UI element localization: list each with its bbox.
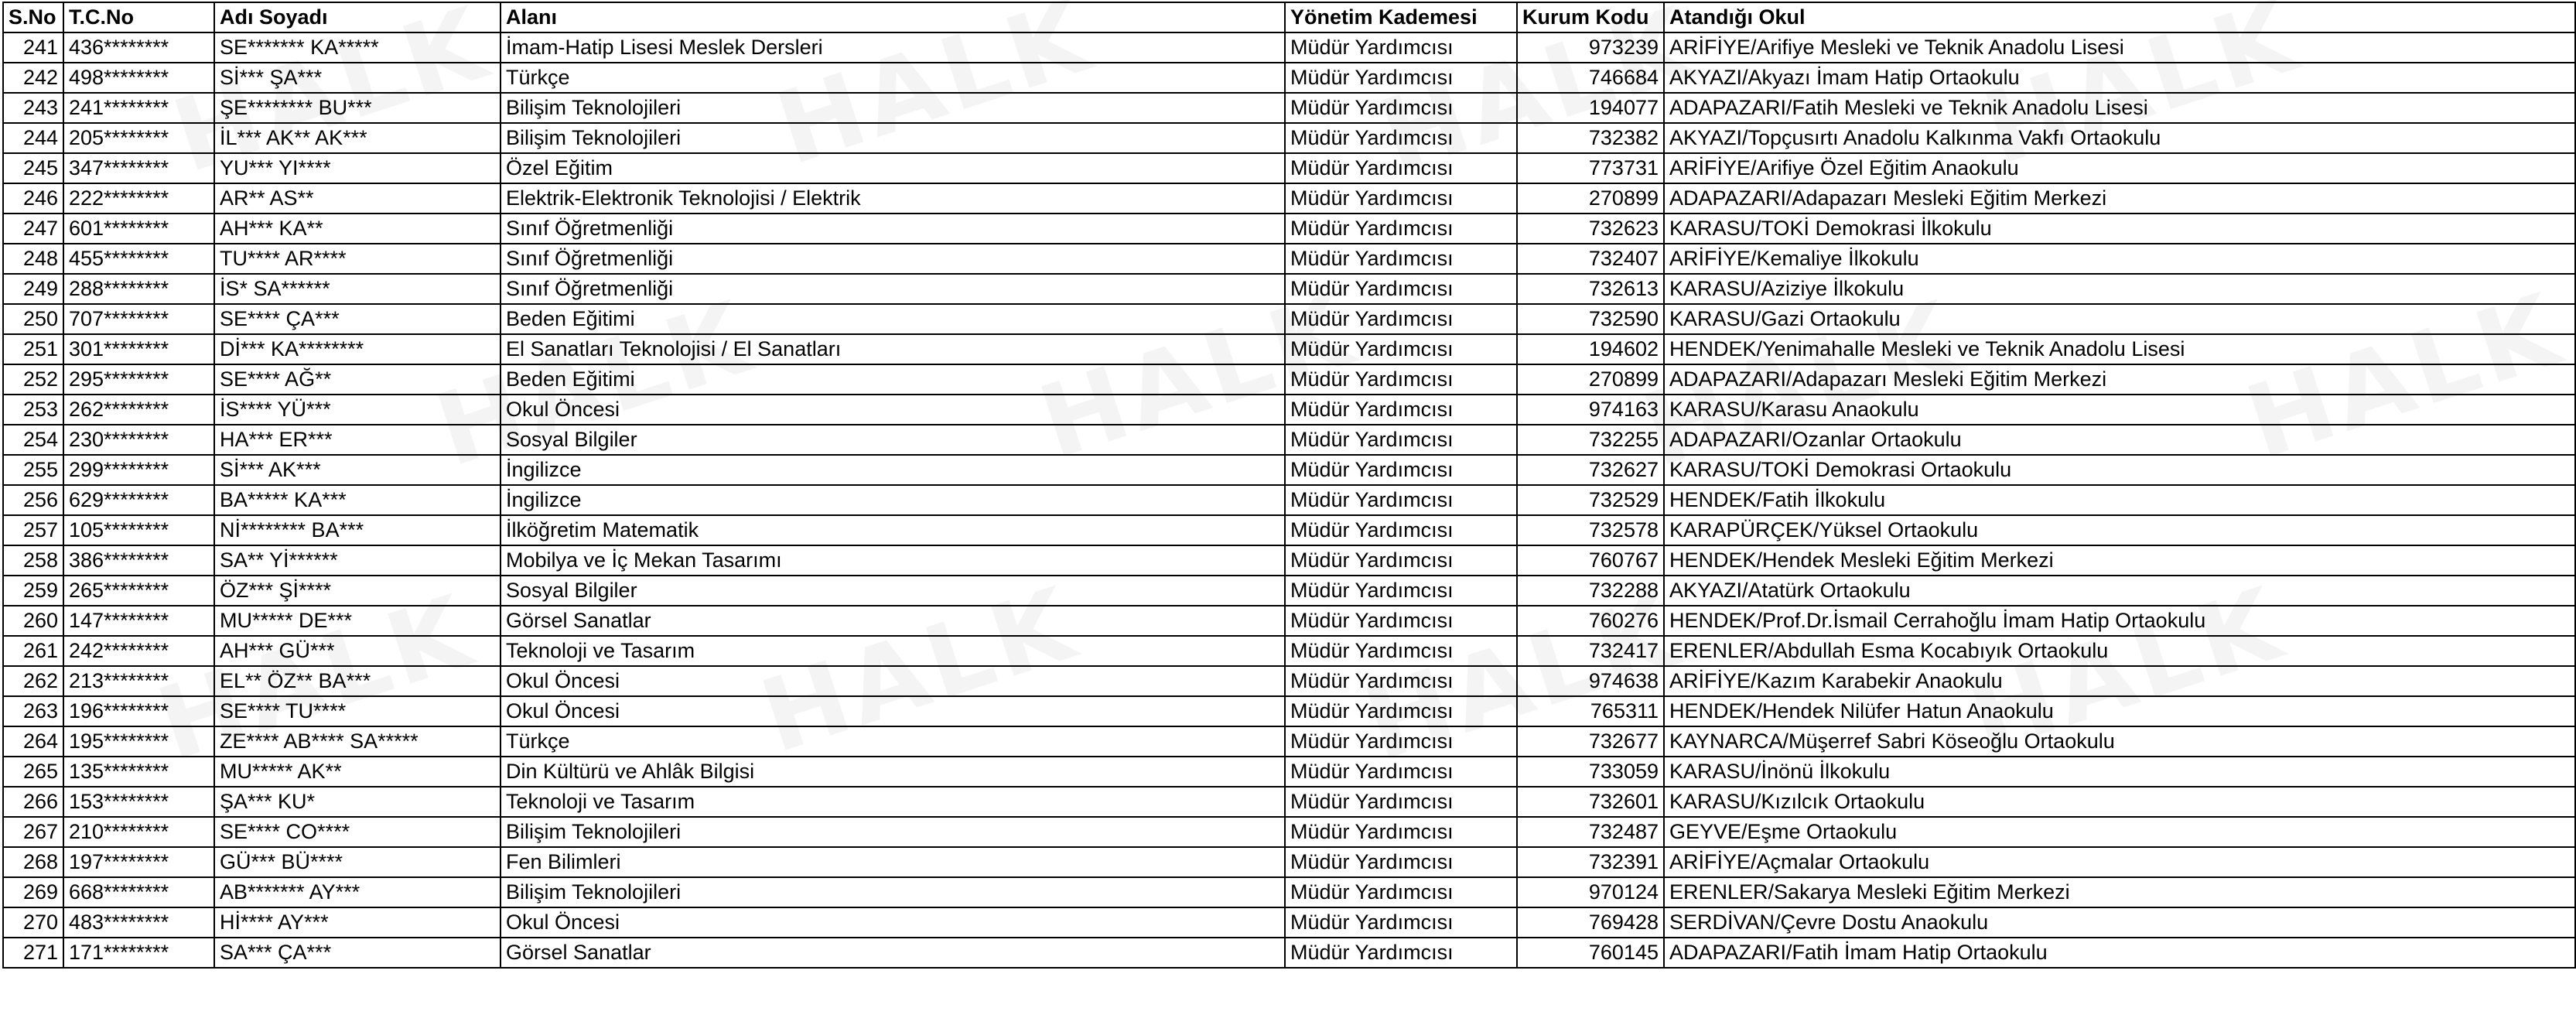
field-cell: Beden Eğitimi [501, 364, 1285, 395]
field-cell: Görsel Sanatlar [501, 938, 1285, 968]
sno-cell: 260 [3, 606, 63, 636]
institution-code-cell: 732601 [1517, 787, 1664, 817]
sno-cell: 245 [3, 153, 63, 183]
tcno-cell: 295******** [63, 364, 214, 395]
name-cell: SA*** ÇA*** [214, 938, 501, 968]
field-cell: Bilişim Teknolojileri [501, 123, 1285, 153]
name-cell: Hİ**** AY*** [214, 907, 501, 938]
field-cell: Mobilya ve İç Mekan Tasarımı [501, 545, 1285, 576]
table-row [3, 938, 2575, 968]
table-row [3, 455, 2575, 485]
tcno-cell: 498******** [63, 63, 214, 93]
col-header-name: Adı Soyadı [214, 2, 501, 32]
assigned-school-cell: HENDEK/Hendek Nilüfer Hatun Anaokulu [1664, 696, 2575, 726]
field-cell: Türkçe [501, 726, 1285, 757]
level-cell: Müdür Yardımcısı [1285, 576, 1517, 606]
institution-code-cell: 973239 [1517, 32, 1664, 63]
tcno-cell: 210******** [63, 817, 214, 847]
institution-code-cell: 732382 [1517, 123, 1664, 153]
assignment-table-container [2, 2, 2576, 969]
sno-cell: 268 [3, 847, 63, 877]
name-cell: SE******* KA***** [214, 32, 501, 63]
tcno-cell: 668******** [63, 877, 214, 907]
level-cell: Müdür Yardımcısı [1285, 395, 1517, 425]
sno-cell: 255 [3, 455, 63, 485]
institution-code-cell: 732407 [1517, 244, 1664, 274]
table-row [3, 274, 2575, 304]
level-cell: Müdür Yardımcısı [1285, 545, 1517, 576]
sno-cell: 253 [3, 395, 63, 425]
field-cell: Okul Öncesi [501, 395, 1285, 425]
field-cell: Beden Eğitimi [501, 304, 1285, 334]
assigned-school-cell: ADAPAZARI/Adapazarı Mesleki Eğitim Merkezi [1664, 183, 2575, 214]
institution-code-cell: 732288 [1517, 576, 1664, 606]
sno-cell: 248 [3, 244, 63, 274]
name-cell: AR** AS** [214, 183, 501, 214]
tcno-cell: 196******** [63, 696, 214, 726]
level-cell: Müdür Yardımcısı [1285, 726, 1517, 757]
table-row [3, 726, 2575, 757]
assigned-school-cell: KARASU/TOKİ Demokrasi İlkokulu [1664, 214, 2575, 244]
name-cell: Sİ*** AK*** [214, 455, 501, 485]
assigned-school-cell: KARASU/İnönü İlkokulu [1664, 757, 2575, 787]
tcno-cell: 299******** [63, 455, 214, 485]
field-cell: Elektrik-Elektronik Teknolojisi / Elektrik [501, 183, 1285, 214]
table-row [3, 425, 2575, 455]
assigned-school-cell: HENDEK/Prof.Dr.İsmail Cerrahoğlu İmam Hatip Ortaokulu [1664, 606, 2575, 636]
col-header-institution-code: Kurum Kodu [1517, 2, 1664, 32]
name-cell: ZE**** AB**** SA***** [214, 726, 501, 757]
tcno-cell: 171******** [63, 938, 214, 968]
institution-code-cell: 974163 [1517, 395, 1664, 425]
assigned-school-cell: ADAPAZARI/Adapazarı Mesleki Eğitim Merkezi [1664, 364, 2575, 395]
table-row [3, 334, 2575, 364]
level-cell: Müdür Yardımcısı [1285, 455, 1517, 485]
sno-cell: 249 [3, 274, 63, 304]
field-cell: Okul Öncesi [501, 696, 1285, 726]
institution-code-cell: 732578 [1517, 515, 1664, 545]
tcno-cell: 205******** [63, 123, 214, 153]
institution-code-cell: 765311 [1517, 696, 1664, 726]
sno-cell: 242 [3, 63, 63, 93]
field-cell: İngilizce [501, 485, 1285, 515]
tcno-cell: 288******** [63, 274, 214, 304]
name-cell: Nİ******** BA*** [214, 515, 501, 545]
field-cell: Sınıf Öğretmenliği [501, 274, 1285, 304]
assigned-school-cell: KARASU/Gazi Ortaokulu [1664, 304, 2575, 334]
table-row [3, 666, 2575, 696]
level-cell: Müdür Yardımcısı [1285, 938, 1517, 968]
level-cell: Müdür Yardımcısı [1285, 485, 1517, 515]
institution-code-cell: 732391 [1517, 847, 1664, 877]
tcno-cell: 455******** [63, 244, 214, 274]
table-row [3, 93, 2575, 123]
table-body [3, 32, 2575, 968]
name-cell: MU***** AK** [214, 757, 501, 787]
tcno-cell: 195******** [63, 726, 214, 757]
assigned-school-cell: ARİFİYE/Arifiye Mesleki ve Teknik Anadolu Lisesi [1664, 32, 2575, 63]
field-cell: Sınıf Öğretmenliği [501, 244, 1285, 274]
tcno-cell: 483******** [63, 907, 214, 938]
table-row [3, 32, 2575, 63]
name-cell: İL*** AK** AK*** [214, 123, 501, 153]
assigned-school-cell: GEYVE/Eşme Ortaokulu [1664, 817, 2575, 847]
assigned-school-cell: AKYAZI/Topçusırtı Anadolu Kalkınma Vakfı Ortaokulu [1664, 123, 2575, 153]
field-cell: Bilişim Teknolojileri [501, 93, 1285, 123]
name-cell: AB******* AY*** [214, 877, 501, 907]
table-row [3, 606, 2575, 636]
field-cell: Bilişim Teknolojileri [501, 877, 1285, 907]
institution-code-cell: 270899 [1517, 183, 1664, 214]
institution-code-cell: 732627 [1517, 455, 1664, 485]
assigned-school-cell: KARASU/TOKİ Demokrasi Ortaokulu [1664, 455, 2575, 485]
tcno-cell: 436******** [63, 32, 214, 63]
level-cell: Müdür Yardımcısı [1285, 334, 1517, 364]
institution-code-cell: 732417 [1517, 636, 1664, 666]
field-cell: İmam-Hatip Lisesi Meslek Dersleri [501, 32, 1285, 63]
sno-cell: 266 [3, 787, 63, 817]
sno-cell: 271 [3, 938, 63, 968]
table-row [3, 877, 2575, 907]
institution-code-cell: 974638 [1517, 666, 1664, 696]
assigned-school-cell: SERDİVAN/Çevre Dostu Anaokulu [1664, 907, 2575, 938]
sno-cell: 267 [3, 817, 63, 847]
level-cell: Müdür Yardımcısı [1285, 274, 1517, 304]
table-row [3, 485, 2575, 515]
table-row [3, 757, 2575, 787]
sno-cell: 247 [3, 214, 63, 244]
level-cell: Müdür Yardımcısı [1285, 757, 1517, 787]
level-cell: Müdür Yardımcısı [1285, 93, 1517, 123]
name-cell: İS**** YÜ*** [214, 395, 501, 425]
level-cell: Müdür Yardımcısı [1285, 907, 1517, 938]
table-row [3, 847, 2575, 877]
assigned-school-cell: HENDEK/Fatih İlkokulu [1664, 485, 2575, 515]
tcno-cell: 262******** [63, 395, 214, 425]
level-cell: Müdür Yardımcısı [1285, 183, 1517, 214]
level-cell: Müdür Yardımcısı [1285, 153, 1517, 183]
col-header-tcno: T.C.No [63, 2, 214, 32]
assigned-school-cell: ARİFİYE/Açmalar Ortaokulu [1664, 847, 2575, 877]
assigned-school-cell: AKYAZI/Atatürk Ortaokulu [1664, 576, 2575, 606]
level-cell: Müdür Yardımcısı [1285, 123, 1517, 153]
name-cell: SE**** ÇA*** [214, 304, 501, 334]
sno-cell: 261 [3, 636, 63, 666]
sno-cell: 270 [3, 907, 63, 938]
sno-cell: 246 [3, 183, 63, 214]
sno-cell: 269 [3, 877, 63, 907]
institution-code-cell: 733059 [1517, 757, 1664, 787]
institution-code-cell: 746684 [1517, 63, 1664, 93]
table-row [3, 787, 2575, 817]
institution-code-cell: 194602 [1517, 334, 1664, 364]
table-row [3, 395, 2575, 425]
assigned-school-cell: ERENLER/Abdullah Esma Kocabıyık Ortaokulu [1664, 636, 2575, 666]
tcno-cell: 629******** [63, 485, 214, 515]
col-header-sno: S.No [3, 2, 63, 32]
assigned-school-cell: HENDEK/Yenimahalle Mesleki ve Teknik Anadolu Lisesi [1664, 334, 2575, 364]
tcno-cell: 213******** [63, 666, 214, 696]
level-cell: Müdür Yardımcısı [1285, 666, 1517, 696]
col-header-level: Yönetim Kademesi [1285, 2, 1517, 32]
tcno-cell: 230******** [63, 425, 214, 455]
field-cell: Teknoloji ve Tasarım [501, 636, 1285, 666]
name-cell: EL** ÖZ** BA*** [214, 666, 501, 696]
sno-cell: 254 [3, 425, 63, 455]
institution-code-cell: 732590 [1517, 304, 1664, 334]
institution-code-cell: 760276 [1517, 606, 1664, 636]
institution-code-cell: 732255 [1517, 425, 1664, 455]
assigned-school-cell: ARİFİYE/Kemaliye İlkokulu [1664, 244, 2575, 274]
institution-code-cell: 769428 [1517, 907, 1664, 938]
assigned-school-cell: ERENLER/Sakarya Mesleki Eğitim Merkezi [1664, 877, 2575, 907]
field-cell: İngilizce [501, 455, 1285, 485]
level-cell: Müdür Yardımcısı [1285, 304, 1517, 334]
field-cell: Teknoloji ve Tasarım [501, 787, 1285, 817]
institution-code-cell: 732529 [1517, 485, 1664, 515]
field-cell: Sosyal Bilgiler [501, 576, 1285, 606]
name-cell: AH*** GÜ*** [214, 636, 501, 666]
table-row [3, 214, 2575, 244]
sno-cell: 265 [3, 757, 63, 787]
sno-cell: 262 [3, 666, 63, 696]
tcno-cell: 265******** [63, 576, 214, 606]
assigned-school-cell: ADAPAZARI/Fatih İmam Hatip Ortaokulu [1664, 938, 2575, 968]
level-cell: Müdür Yardımcısı [1285, 877, 1517, 907]
tcno-cell: 105******** [63, 515, 214, 545]
tcno-cell: 197******** [63, 847, 214, 877]
table-row [3, 576, 2575, 606]
name-cell: SE**** AĞ** [214, 364, 501, 395]
table-row [3, 63, 2575, 93]
level-cell: Müdür Yardımcısı [1285, 606, 1517, 636]
institution-code-cell: 732487 [1517, 817, 1664, 847]
table-row [3, 696, 2575, 726]
assigned-school-cell: HENDEK/Hendek Mesleki Eğitim Merkezi [1664, 545, 2575, 576]
table-row [3, 817, 2575, 847]
name-cell: HA*** ER*** [214, 425, 501, 455]
table-row [3, 183, 2575, 214]
table-row [3, 364, 2575, 395]
level-cell: Müdür Yardımcısı [1285, 425, 1517, 455]
level-cell: Müdür Yardımcısı [1285, 787, 1517, 817]
tcno-cell: 242******** [63, 636, 214, 666]
assigned-school-cell: ADAPAZARI/Fatih Mesleki ve Teknik Anadolu Lisesi [1664, 93, 2575, 123]
sno-cell: 252 [3, 364, 63, 395]
table-row [3, 244, 2575, 274]
institution-code-cell: 732613 [1517, 274, 1664, 304]
institution-code-cell: 760145 [1517, 938, 1664, 968]
level-cell: Müdür Yardımcısı [1285, 32, 1517, 63]
field-cell: Fen Bilimleri [501, 847, 1285, 877]
sno-cell: 257 [3, 515, 63, 545]
institution-code-cell: 194077 [1517, 93, 1664, 123]
table-row [3, 153, 2575, 183]
field-cell: Okul Öncesi [501, 907, 1285, 938]
sno-cell: 258 [3, 545, 63, 576]
tcno-cell: 347******** [63, 153, 214, 183]
level-cell: Müdür Yardımcısı [1285, 244, 1517, 274]
tcno-cell: 601******** [63, 214, 214, 244]
name-cell: TU**** AR**** [214, 244, 501, 274]
col-header-field: Alanı [501, 2, 1285, 32]
assigned-school-cell: AKYAZI/Akyazı İmam Hatip Ortaokulu [1664, 63, 2575, 93]
level-cell: Müdür Yardımcısı [1285, 817, 1517, 847]
level-cell: Müdür Yardımcısı [1285, 364, 1517, 395]
name-cell: İS* SA****** [214, 274, 501, 304]
name-cell: SE**** CO**** [214, 817, 501, 847]
tcno-cell: 241******** [63, 93, 214, 123]
name-cell: Dİ*** KA******** [214, 334, 501, 364]
table-row [3, 545, 2575, 576]
name-cell: AH*** KA** [214, 214, 501, 244]
level-cell: Müdür Yardımcısı [1285, 847, 1517, 877]
name-cell: SA** Yİ****** [214, 545, 501, 576]
table-row [3, 515, 2575, 545]
tcno-cell: 386******** [63, 545, 214, 576]
assigned-school-cell: ADAPAZARI/Ozanlar Ortaokulu [1664, 425, 2575, 455]
tcno-cell: 301******** [63, 334, 214, 364]
table-row [3, 636, 2575, 666]
header-row [3, 2, 2575, 32]
institution-code-cell: 270899 [1517, 364, 1664, 395]
field-cell: Sosyal Bilgiler [501, 425, 1285, 455]
sno-cell: 243 [3, 93, 63, 123]
assigned-school-cell: ARİFİYE/Arifiye Özel Eğitim Anaokulu [1664, 153, 2575, 183]
institution-code-cell: 760767 [1517, 545, 1664, 576]
sno-cell: 263 [3, 696, 63, 726]
sno-cell: 259 [3, 576, 63, 606]
institution-code-cell: 970124 [1517, 877, 1664, 907]
name-cell: YU*** YI**** [214, 153, 501, 183]
col-header-assigned-school: Atandığı Okul [1664, 2, 2575, 32]
level-cell: Müdür Yardımcısı [1285, 515, 1517, 545]
field-cell: Görsel Sanatlar [501, 606, 1285, 636]
field-cell: Türkçe [501, 63, 1285, 93]
assigned-school-cell: KAYNARCA/Müşerref Sabri Köseoğlu Ortaokulu [1664, 726, 2575, 757]
tcno-cell: 153******** [63, 787, 214, 817]
name-cell: SE**** TU**** [214, 696, 501, 726]
assigned-school-cell: KARASU/Kızılcık Ortaokulu [1664, 787, 2575, 817]
field-cell: İlköğretim Matematik [501, 515, 1285, 545]
field-cell: Bilişim Teknolojileri [501, 817, 1285, 847]
name-cell: ŞA*** KU* [214, 787, 501, 817]
table-row [3, 304, 2575, 334]
table-row [3, 907, 2575, 938]
tcno-cell: 135******** [63, 757, 214, 787]
field-cell: Din Kültürü ve Ahlâk Bilgisi [501, 757, 1285, 787]
tcno-cell: 707******** [63, 304, 214, 334]
field-cell: Özel Eğitim [501, 153, 1285, 183]
institution-code-cell: 732623 [1517, 214, 1664, 244]
field-cell: Okul Öncesi [501, 666, 1285, 696]
level-cell: Müdür Yardımcısı [1285, 214, 1517, 244]
sno-cell: 256 [3, 485, 63, 515]
tcno-cell: 147******** [63, 606, 214, 636]
name-cell: ÖZ*** Şİ**** [214, 576, 501, 606]
assigned-school-cell: KARASU/Aziziye İlkokulu [1664, 274, 2575, 304]
institution-code-cell: 732677 [1517, 726, 1664, 757]
assigned-school-cell: ARİFİYE/Kazım Karabekir Anaokulu [1664, 666, 2575, 696]
name-cell: GÜ*** BÜ**** [214, 847, 501, 877]
sno-cell: 251 [3, 334, 63, 364]
institution-code-cell: 773731 [1517, 153, 1664, 183]
name-cell: MU***** DE*** [214, 606, 501, 636]
level-cell: Müdür Yardımcısı [1285, 696, 1517, 726]
field-cell: El Sanatları Teknolojisi / El Sanatları [501, 334, 1285, 364]
sno-cell: 241 [3, 32, 63, 63]
level-cell: Müdür Yardımcısı [1285, 63, 1517, 93]
assigned-school-cell: KARAPÜRÇEK/Yüksel Ortaokulu [1664, 515, 2575, 545]
sno-cell: 244 [3, 123, 63, 153]
sno-cell: 250 [3, 304, 63, 334]
tcno-cell: 222******** [63, 183, 214, 214]
level-cell: Müdür Yardımcısı [1285, 636, 1517, 666]
table-row [3, 123, 2575, 153]
name-cell: ŞE******** BU*** [214, 93, 501, 123]
assignment-table [2, 2, 2576, 969]
field-cell: Sınıf Öğretmenliği [501, 214, 1285, 244]
name-cell: BA***** KA*** [214, 485, 501, 515]
assigned-school-cell: KARASU/Karasu Anaokulu [1664, 395, 2575, 425]
sno-cell: 264 [3, 726, 63, 757]
name-cell: Sİ*** ŞA*** [214, 63, 501, 93]
